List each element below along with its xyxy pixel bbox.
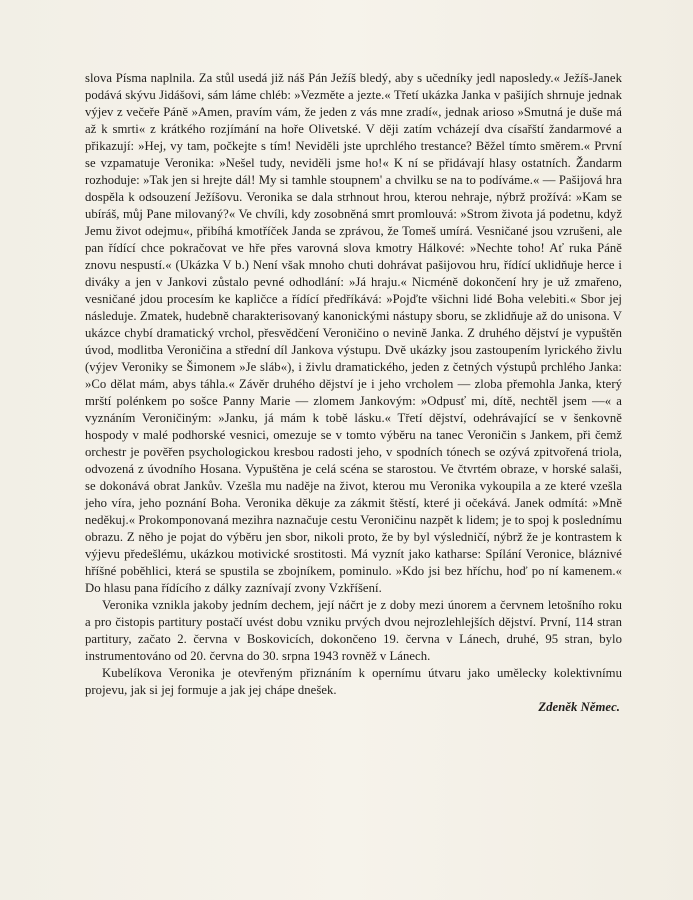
paragraph-3: Kubelíkova Veronika je otevřeným přiznáním k opernímu útvaru jako umělecky kolektivnímu projevu, jak si jej formuje a jak jej chápe dnešek. <box>85 666 622 697</box>
article-text <box>85 70 622 716</box>
author-signature: Zdeněk Němec. <box>538 700 620 714</box>
paragraph-1: slova Písma naplnila. Za stůl usedá již náš Pán Ježíš bledý, aby s učedníky jedl naposledy.« Ježíš-Janek podává skývu Jidášovi, sám láme chléb: »Vezměte a jezte.« Třetí ukázka Janka v pašijích shrnuje jednak výjev z večeře Páně »Amen, pravím vám, že jeden z vás mne zradí«, jednak arioso »Smutná je duše má až k smrti« z krátkého rozjímání na hoře Olivetské. V ději zatím vcházejí dva císařští žandarmové a přikazují: »Hej, vy tam, počkejte s tím! Neviděli jste uprchlého trestance? Běžel tímto směrem.« První se vzpamatuje Veronika: »Nešel tudy, neviděli jsme ho!« K ní se přidávají hlasy ostatních. Žandarm rozhoduje: »Tak jen si hrejte dál! My si tamhle stoupnem' a chvilku se na to podíváme.« — Pašijová hra dospěla k odsouzení Ježíšovu. Veronika se dala strhnout hrou, kterou nehraje, nýbrž prožívá: »Kam se ubíráš, můj Pane milovaný?« Ve chvíli, kdy zosobněná smrt promlouvá: »Strom života já podetnu, když Jemu život odejmu«, přibíhá kmotříček Janda se zprávou, že Tomeš umírá. Vesničané jsou vzrušeni, ale pan řídící chce pokračovat ve hře přes varovná slova kmotry Hálkové: »Nechte toho! Ať ruka Páně znovu nespustí.« (Ukázka V b.) Není však mnoho chuti dohrávat pašijovou hru, řídící uklidňuje herce i diváky a jen v Jankovi zůstalo pevné odhodlání: »Já hraju.« Nicméně dokončení hry je už zmařeno, vesničané jdou procesím ke kapličce a řídící předříkává: »Pojďte všichni lidé Boha velebiti.« Sbor jej následuje. Zmatek, hudebně charakterisovaný kanonickými nástupy sboru, se zklidňuje až do unisona. V ukázce chybí dramatický vrchol, přesvědčení Veroničino o nevině Janka. Z druhého dějství je vypuštěn úvod, modlitba Veroničina a střední díl Jankova výstupu. Dvě ukázky jsou zastoupením lyrického živlu (výjev Veroniky se Šimonem »Je sláb«), i živlu dramatického, jeden z četných výstupů prchlého Janka: »Co dělat mám, abys táhla.« Závěr druhého dějství je i jeho vrcholem — zloba přemohla Janka, který mrští polénkem po sošce Panny Marie — zlomem Jankovým: »Odpusť mi, dítě, nechtěl jsem —« a vyznáním Veroničiným: »Janku, já mám k tobě lásku.« Třetí dějství, odehrávající se v šenkovně hospody v malé podhorské vesnici, omezuje se v tomto výběru na tanec Veroničin s Jankem, při čemž orchestr je pověřen psychologickou kresbou radosti jeho, v spodních tónech se ozývá zpitvořená triola, odvozená z úvodního Hosana. Vypuštěna je celá scéna se starostou. Ve čtvrtém obraze, v horské salaši, se dokonává obrat Jankův. Vzešla mu naděje na život, kterou mu Veronika vykoupila a ze které vzešla jeho víra, jeho poznání Boha. Veronika děkuje za zákmit štěstí, které ji očekává. Janek odmítá: »Mně neděkuj.« Prokomponovaná mezihra naznačuje cestu Veroničinu nazpět k lidem; je to spoj k poslednímu obrazu. Z něho je pojat do výběru jen sbor, nikoli proto, že by byl výsledničí, nýbrž že je kontrastem k výjevu předešlému, ukázkou motivické srostitosti. Má vyznít jako katharse: Spílání Veronice, bláznivé hříšné poběhlici, která se spustila se zbojníkem, pominulo. »Kdo jsi bez hříchu, hoď po ní kamenem.« Do hlasu pana řídícího z dálky zaznívají zvony Vzkříšení. <box>85 71 622 595</box>
paragraph-2: Veronika vznikla jakoby jedním dechem, její náčrt je z doby mezi únorem a červnem letošního roku a pro čistopis partitury postačí uvést dobu vzniku prvých dvou nejrozlehlejších dějství. První, 114 stran partitury, začato 2. června v Boskovicích, dokončeno 19. června v Lánech, druhé, 95 stran, bylo instrumentováno od 20. června do 30. srpna 1943 rovněž v Lánech. <box>85 598 622 663</box>
